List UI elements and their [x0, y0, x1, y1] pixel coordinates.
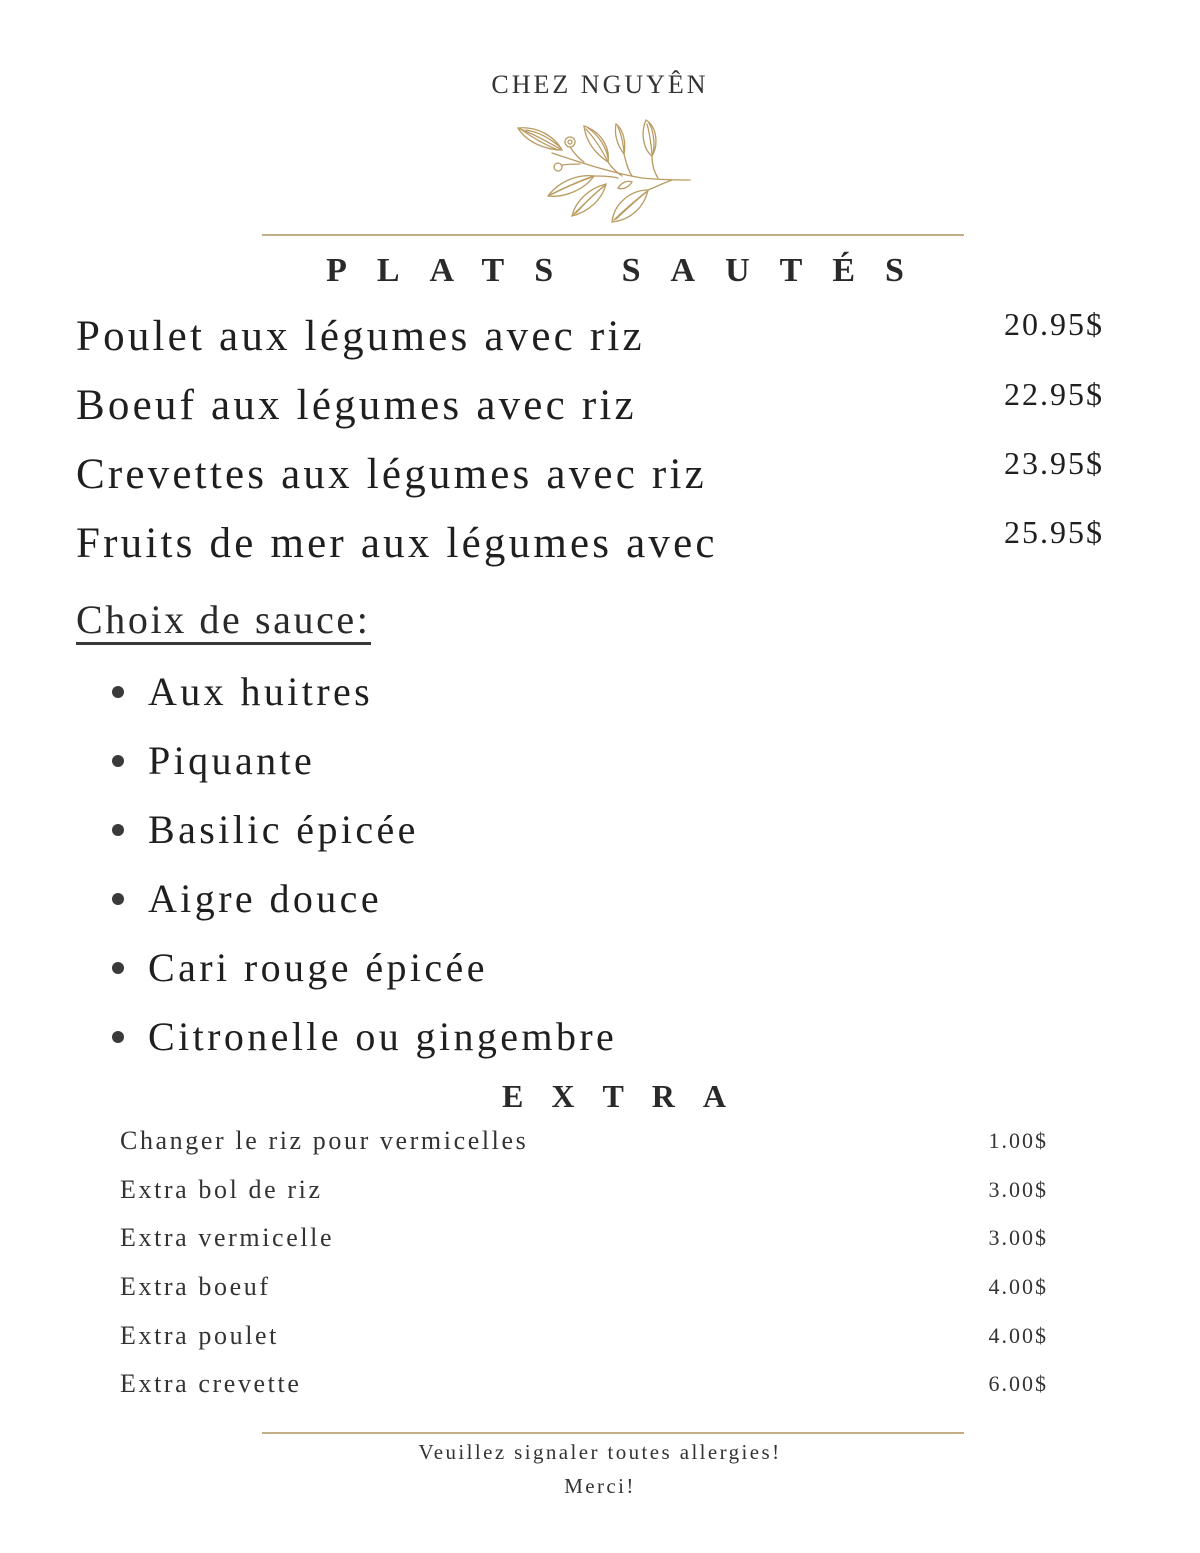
sauce-list-item	[112, 944, 488, 991]
extra-item-price: 6.00$	[988, 1371, 1048, 1396]
sauce-list-item	[112, 875, 382, 922]
divider-bottom	[262, 1432, 964, 1434]
extra-item-price: 4.00$	[988, 1323, 1048, 1348]
dish-name: Boeuf aux légumes avec riz	[76, 382, 637, 429]
extra-item-name: Extra vermicelle	[120, 1223, 335, 1252]
bullet-icon	[112, 1031, 124, 1043]
dish-name: Crevettes aux légumes avec riz	[76, 451, 707, 498]
sauce-label: Aux huitres	[148, 669, 374, 714]
sauce-list-item	[112, 668, 373, 715]
sauce-list-item	[112, 1013, 617, 1060]
sauce-list-item	[112, 737, 315, 784]
sauce-label: Piquante	[148, 738, 316, 783]
sauce-list-item	[112, 806, 419, 853]
sauce-label: Cari rouge épicée	[148, 945, 488, 990]
extra-item-name: Changer le riz pour vermicelles	[120, 1126, 529, 1155]
thank-you-note: Merci!	[564, 1474, 636, 1498]
dish-name: Poulet aux légumes avec riz	[76, 313, 645, 360]
sauce-label: Basilic épicée	[148, 807, 419, 852]
dish-price: 25.95$	[1004, 514, 1104, 550]
dish-price: 22.95$	[1004, 376, 1104, 412]
divider-top	[262, 234, 964, 236]
section-title-extra: EXTRA	[501, 1078, 754, 1114]
bullet-icon	[112, 686, 124, 698]
extra-item-price: 1.00$	[988, 1128, 1048, 1153]
extra-item-name: Extra bol de riz	[120, 1175, 323, 1204]
dish-name: Fruits de mer aux légumes avec	[76, 520, 718, 567]
sauce-label: Citronelle ou gingembre	[148, 1014, 618, 1059]
bullet-icon	[112, 755, 124, 767]
extra-item-price: 3.00$	[988, 1177, 1048, 1202]
extra-item-name: Extra boeuf	[120, 1272, 271, 1301]
bullet-icon	[112, 824, 124, 836]
bullet-icon	[112, 893, 124, 905]
extra-item-price: 4.00$	[988, 1274, 1048, 1299]
section-title-plats-sautes: PLATS SAUTÉS	[326, 252, 934, 289]
dish-price: 23.95$	[1004, 445, 1104, 481]
allergy-notice: Veuillez signaler toutes allergies!	[418, 1440, 782, 1464]
extra-item-name: Extra poulet	[120, 1321, 279, 1350]
sauce-label: Aigre douce	[148, 876, 382, 921]
extra-item-price: 3.00$	[988, 1225, 1048, 1250]
restaurant-name: CHEZ NGUYÊN	[491, 70, 709, 99]
extra-item-name: Extra crevette	[120, 1369, 302, 1398]
sauce-heading: Choix de sauce:	[76, 598, 371, 645]
leaf-branch-icon	[512, 118, 694, 226]
bullet-icon	[112, 962, 124, 974]
dish-price: 20.95$	[1004, 306, 1104, 342]
